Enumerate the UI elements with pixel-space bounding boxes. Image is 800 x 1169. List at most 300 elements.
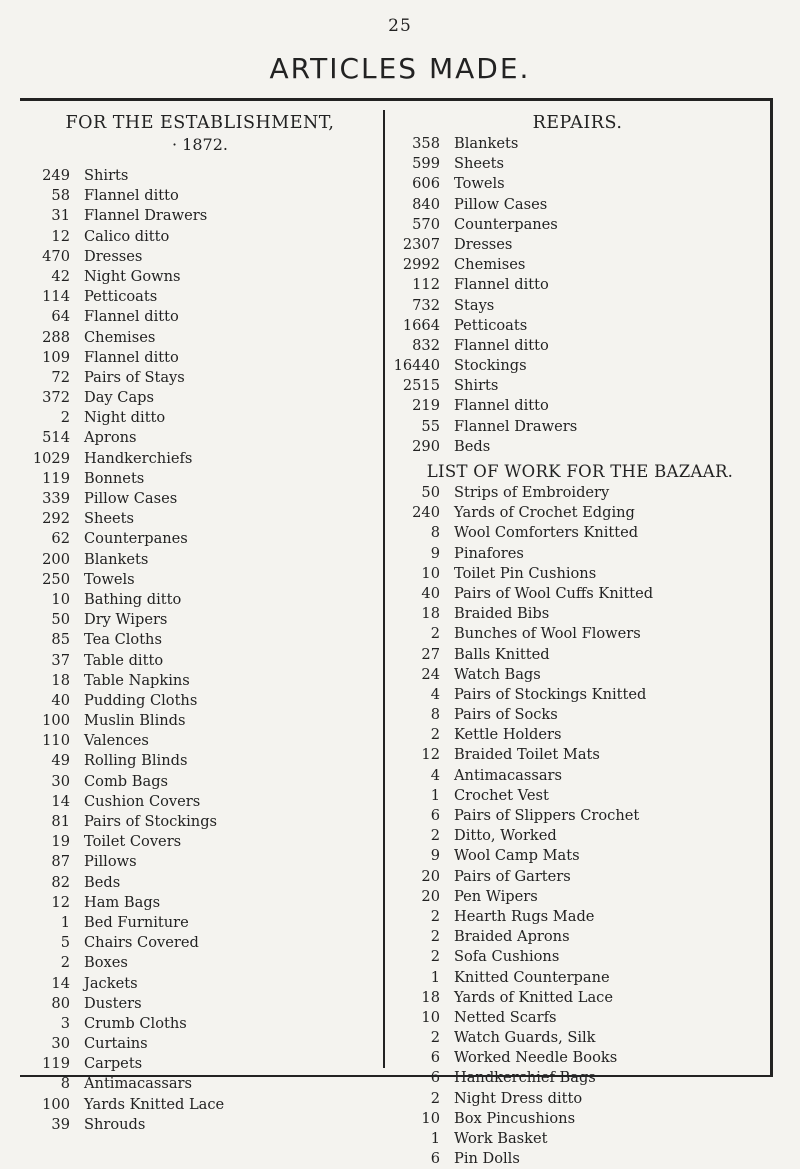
list-item <box>20 1074 380 1094</box>
list-item <box>390 766 765 786</box>
item-name: Petticoats <box>454 316 528 334</box>
item-name: Shirts <box>84 167 129 184</box>
item-quantity: 12 <box>421 746 440 764</box>
item-quantity: 5 <box>60 934 70 952</box>
item-quantity: 570 <box>412 215 440 233</box>
item-quantity: 37 <box>51 651 70 669</box>
item-name: Pairs of Garters <box>454 867 571 885</box>
item-quantity: 8 <box>430 706 440 724</box>
item-quantity: 64 <box>51 308 70 326</box>
list-item <box>20 1014 380 1034</box>
list-item <box>20 974 380 994</box>
list-item <box>390 826 765 846</box>
item-name: Beds <box>454 437 491 455</box>
list-item <box>390 376 765 396</box>
item-name: Balls Knitted <box>454 645 550 663</box>
item-name: Pairs of Slippers Crochet <box>454 807 640 824</box>
item-name: Wool Comforters Knitted <box>454 524 639 542</box>
item-name: Muslin Blinds <box>84 712 186 730</box>
page-title: ARTICLES MADE. <box>269 52 531 85</box>
item-quantity: 2 <box>430 726 440 744</box>
item-name: Hearth Rugs Made <box>454 907 595 925</box>
list-item <box>390 235 765 255</box>
list-item <box>390 1129 765 1149</box>
item-quantity: 2 <box>430 1089 440 1107</box>
list-item <box>390 968 765 988</box>
item-quantity: 2992 <box>402 256 440 274</box>
list-item <box>20 428 380 448</box>
item-quantity: 12 <box>51 227 70 245</box>
item-name: Ditto, Worked <box>454 827 557 845</box>
item-quantity: 81 <box>51 813 70 830</box>
item-name: Pudding Cloths <box>84 691 198 709</box>
item-name: Curtains <box>84 1035 148 1053</box>
item-name: Pairs of Stays <box>84 368 185 386</box>
item-name: Ham Bags <box>84 893 161 911</box>
item-name: Box Pincushions <box>454 1109 576 1127</box>
item-name: Sheets <box>84 510 135 528</box>
list-item <box>20 711 380 731</box>
list-item <box>390 1089 765 1109</box>
list-item <box>20 388 380 408</box>
list-item <box>390 154 765 174</box>
list-item <box>20 893 380 913</box>
item-quantity: 2515 <box>402 377 440 395</box>
item-name: Carpets <box>84 1055 143 1073</box>
item-quantity: 290 <box>412 437 440 455</box>
item-name: Stays <box>454 296 495 314</box>
list-item <box>390 544 765 564</box>
list-item <box>390 134 765 154</box>
list-item <box>20 913 380 933</box>
item-name: Pillow Cases <box>84 490 178 507</box>
list-item <box>20 348 380 368</box>
page-number: 25 <box>388 16 412 36</box>
item-quantity: 339 <box>42 490 70 507</box>
item-quantity: 10 <box>51 590 70 608</box>
column-divider <box>383 110 385 1068</box>
item-name: Flannel ditto <box>84 308 179 326</box>
item-quantity: 2 <box>60 409 70 427</box>
list-item <box>390 1109 765 1129</box>
item-quantity: 470 <box>42 247 70 265</box>
establishment-heading: FOR THE ESTABLISHMENT, <box>65 113 335 133</box>
item-name: Rolling Blinds <box>84 752 188 770</box>
item-quantity: 62 <box>51 530 70 548</box>
item-quantity: 40 <box>421 584 440 602</box>
list-item <box>390 786 765 806</box>
item-name: Netted Scarfs <box>454 1008 557 1026</box>
item-quantity: 20 <box>421 887 440 905</box>
item-quantity: 840 <box>412 195 440 213</box>
list-item <box>390 215 765 235</box>
item-quantity: 18 <box>421 605 440 623</box>
item-quantity: 100 <box>42 712 70 730</box>
item-name: Toilet Covers <box>84 833 182 851</box>
item-quantity: 10 <box>421 564 440 582</box>
item-quantity: 14 <box>51 974 70 992</box>
repairs-list <box>390 134 765 457</box>
item-name: Calico ditto <box>84 227 170 245</box>
item-name: Braided Bibs <box>454 605 550 623</box>
establishment-year: · 1872. <box>172 135 228 154</box>
item-name: Table Napkins <box>84 671 190 689</box>
list-item <box>20 186 380 206</box>
list-item <box>390 806 765 826</box>
item-quantity: 119 <box>42 469 70 487</box>
list-item <box>390 437 765 457</box>
item-name: Pen Wipers <box>454 887 538 905</box>
list-item <box>390 356 765 376</box>
item-quantity: 200 <box>42 550 70 568</box>
list-item <box>20 792 380 812</box>
item-quantity: 732 <box>412 296 440 314</box>
list-item <box>390 685 765 705</box>
item-quantity: 14 <box>51 792 70 810</box>
item-name: Worked Needle Books <box>454 1049 618 1067</box>
item-quantity: 4 <box>430 766 440 784</box>
list-item <box>390 887 765 907</box>
item-quantity: 599 <box>412 155 440 173</box>
list-item <box>20 368 380 388</box>
item-name: Kettle Holders <box>454 726 562 744</box>
item-quantity: 2 <box>430 1029 440 1047</box>
item-name: Pairs of Wool Cuffs Knitted <box>454 584 654 602</box>
item-quantity: 1664 <box>402 316 440 334</box>
item-quantity: 249 <box>42 167 70 184</box>
item-name: Flannel ditto <box>454 336 549 354</box>
item-name: Bathing ditto <box>84 590 182 608</box>
item-name: Yards of Knitted Lace <box>454 988 613 1006</box>
list-item <box>20 832 380 852</box>
item-quantity: 219 <box>412 397 440 415</box>
list-item <box>390 255 765 275</box>
list-item <box>20 267 380 287</box>
item-name: Flannel Drawers <box>454 417 578 435</box>
item-name: Wool Camp Mats <box>454 847 580 865</box>
item-quantity: 6 <box>430 1150 440 1168</box>
list-item <box>20 751 380 771</box>
item-name: Pairs of Stockings Knitted <box>454 685 647 703</box>
list-item <box>390 503 765 523</box>
item-quantity: 2 <box>430 928 440 946</box>
item-name: Pin Dolls <box>454 1150 520 1168</box>
item-name: Blankets <box>454 135 519 152</box>
list-item <box>390 296 765 316</box>
item-name: Pillows <box>84 853 137 871</box>
item-name: Dry Wipers <box>84 611 168 629</box>
item-name: Toilet Pin Cushions <box>454 564 597 582</box>
list-item <box>390 1028 765 1048</box>
item-quantity: 40 <box>51 691 70 709</box>
list-item <box>20 1095 380 1115</box>
item-quantity: 72 <box>51 368 70 386</box>
list-item <box>20 550 380 570</box>
item-quantity: 250 <box>42 570 70 588</box>
list-item <box>390 867 765 887</box>
item-quantity: 832 <box>412 336 440 354</box>
establishment-list <box>20 166 380 1135</box>
top-rule <box>20 98 772 101</box>
item-name: Cushion Covers <box>84 792 201 810</box>
item-name: Night Dress ditto <box>454 1089 583 1107</box>
list-item <box>20 691 380 711</box>
list-item <box>390 604 765 624</box>
item-quantity: 80 <box>51 994 70 1012</box>
item-quantity: 606 <box>412 175 440 193</box>
list-item <box>390 907 765 927</box>
item-name: Dresses <box>454 235 513 253</box>
item-quantity: 85 <box>51 631 70 649</box>
item-quantity: 4 <box>430 685 440 703</box>
item-name: Sheets <box>454 155 505 173</box>
item-quantity: 358 <box>412 135 440 152</box>
right-column <box>390 112 765 1169</box>
list-item <box>20 469 380 489</box>
list-item <box>20 994 380 1014</box>
list-item <box>390 396 765 416</box>
item-quantity: 9 <box>430 847 440 865</box>
list-item <box>20 731 380 751</box>
list-item <box>20 449 380 469</box>
repairs-heading: REPAIRS. <box>532 113 623 133</box>
list-item <box>20 570 380 590</box>
item-quantity: 2 <box>430 907 440 925</box>
item-quantity: 39 <box>51 1115 70 1133</box>
item-quantity: 100 <box>42 1095 70 1113</box>
item-quantity: 19 <box>51 833 70 851</box>
item-quantity: 9 <box>430 544 440 562</box>
item-name: Work Basket <box>454 1130 548 1147</box>
list-item <box>390 483 765 503</box>
item-quantity: 6 <box>430 807 440 824</box>
list-item <box>390 645 765 665</box>
item-quantity: 8 <box>430 524 440 542</box>
item-quantity: 6 <box>430 1069 440 1087</box>
list-item <box>20 1115 380 1135</box>
item-quantity: 50 <box>421 484 440 501</box>
item-quantity: 288 <box>42 328 70 346</box>
list-item <box>20 408 380 428</box>
item-quantity: 2 <box>430 948 440 966</box>
list-item <box>390 1068 765 1088</box>
item-name: Flannel ditto <box>454 276 549 294</box>
list-item <box>20 873 380 893</box>
item-quantity: 31 <box>51 207 70 225</box>
item-name: Boxes <box>84 954 128 972</box>
item-name: Chairs Covered <box>84 934 199 952</box>
list-item <box>20 307 380 327</box>
item-quantity: 1 <box>430 786 440 804</box>
item-quantity: 119 <box>42 1055 70 1073</box>
item-name: Handkerchiefs <box>84 449 193 467</box>
item-name: Dresses <box>84 247 143 265</box>
list-item <box>390 275 765 295</box>
item-quantity: 42 <box>51 267 70 285</box>
list-item <box>390 1008 765 1028</box>
list-item <box>20 509 380 529</box>
item-quantity: 372 <box>42 389 70 407</box>
item-name: Antimacassars <box>454 766 563 784</box>
list-item <box>20 166 380 186</box>
item-name: Pillow Cases <box>454 195 548 213</box>
list-item <box>390 195 765 215</box>
item-name: Flannel Drawers <box>84 207 208 225</box>
list-item <box>20 227 380 247</box>
item-quantity: 49 <box>51 752 70 770</box>
item-name: Chemises <box>454 256 526 274</box>
item-quantity: 12 <box>51 893 70 911</box>
item-name: Beds <box>84 873 121 891</box>
list-item <box>20 933 380 953</box>
item-quantity: 2307 <box>402 235 440 253</box>
list-item <box>390 1149 765 1169</box>
list-item <box>390 624 765 644</box>
item-quantity: 2 <box>430 827 440 845</box>
item-quantity: 1029 <box>32 449 70 467</box>
item-quantity: 30 <box>51 1035 70 1053</box>
item-name: Pairs of Stockings <box>84 813 218 830</box>
item-quantity: 240 <box>412 504 440 522</box>
item-quantity: 8 <box>60 1075 70 1093</box>
list-item <box>390 316 765 336</box>
list-item <box>20 953 380 973</box>
list-item <box>390 846 765 866</box>
item-name: Flannel ditto <box>84 348 179 366</box>
item-quantity: 27 <box>421 645 440 663</box>
list-item <box>390 705 765 725</box>
item-quantity: 50 <box>51 611 70 629</box>
item-quantity: 3 <box>60 1014 70 1032</box>
item-name: Stockings <box>454 357 527 375</box>
item-quantity: 18 <box>51 671 70 689</box>
item-name: Comb Bags <box>84 772 169 790</box>
list-item <box>20 1034 380 1054</box>
item-quantity: 112 <box>412 276 440 294</box>
item-quantity: 58 <box>51 187 70 205</box>
list-item <box>20 590 380 610</box>
item-quantity: 292 <box>42 510 70 528</box>
item-name: Counterpanes <box>84 530 188 548</box>
list-item <box>390 564 765 584</box>
item-quantity: 10 <box>421 1109 440 1127</box>
item-name: Aprons <box>84 429 137 447</box>
item-name: Towels <box>84 570 135 588</box>
list-item <box>390 725 765 745</box>
list-item <box>20 206 380 226</box>
item-name: Petticoats <box>84 288 158 306</box>
item-name: Crumb Cloths <box>84 1014 187 1032</box>
item-name: Day Caps <box>84 389 154 407</box>
establishment-column <box>20 112 380 1135</box>
list-item <box>20 671 380 691</box>
list-item <box>20 812 380 832</box>
bazaar-list <box>390 483 765 1169</box>
item-name: Table ditto <box>84 651 164 669</box>
item-name: Pairs of Socks <box>454 706 558 724</box>
item-name: Chemises <box>84 328 156 346</box>
list-item <box>20 328 380 348</box>
list-item <box>390 523 765 543</box>
item-quantity: 10 <box>421 1008 440 1026</box>
list-item <box>20 489 380 509</box>
item-name: Bonnets <box>84 469 145 487</box>
list-item <box>20 610 380 630</box>
item-quantity: 24 <box>421 665 440 683</box>
item-quantity: 2 <box>430 625 440 643</box>
item-name: Bunches of Wool Flowers <box>454 625 641 643</box>
item-quantity: 2 <box>60 954 70 972</box>
item-name: Braided Aprons <box>454 928 570 946</box>
item-quantity: 18 <box>421 988 440 1006</box>
item-name: Jackets <box>84 974 138 992</box>
item-name: Blankets <box>84 550 149 568</box>
item-name: Night Gowns <box>84 267 181 285</box>
item-quantity: 16440 <box>393 357 440 375</box>
item-name: Bed Furniture <box>84 913 189 931</box>
list-item <box>390 665 765 685</box>
right-rule <box>770 98 773 1077</box>
item-name: Pinafores <box>454 544 524 562</box>
list-item <box>390 927 765 947</box>
list-item <box>390 584 765 604</box>
item-name: Sofa Cushions <box>454 948 560 966</box>
list-item <box>20 529 380 549</box>
item-quantity: 1 <box>60 913 70 931</box>
item-name: Yards Knitted Lace <box>84 1095 225 1113</box>
list-item <box>390 1048 765 1068</box>
list-item <box>390 745 765 765</box>
item-name: Crochet Vest <box>454 786 549 804</box>
item-quantity: 30 <box>51 772 70 790</box>
item-name: Flannel ditto <box>84 187 179 205</box>
list-item <box>390 988 765 1008</box>
item-name: Valences <box>84 732 149 750</box>
list-item <box>390 947 765 967</box>
item-name: Tea Cloths <box>84 631 162 649</box>
item-quantity: 6 <box>430 1049 440 1067</box>
item-name: Handkerchief Bags <box>454 1069 596 1087</box>
item-name: Knitted Counterpane <box>454 968 610 986</box>
item-quantity: 110 <box>42 732 70 750</box>
item-name: Shirts <box>454 377 499 395</box>
list-item <box>20 247 380 267</box>
item-quantity: 82 <box>51 873 70 891</box>
list-item <box>390 336 765 356</box>
item-name: Antimacassars <box>84 1075 193 1093</box>
list-item <box>20 772 380 792</box>
list-item <box>20 651 380 671</box>
item-name: Braided Toilet Mats <box>454 746 600 764</box>
item-quantity: 55 <box>421 417 440 435</box>
item-quantity: 87 <box>51 853 70 871</box>
list-item <box>20 630 380 650</box>
item-name: Towels <box>454 175 505 193</box>
list-item <box>20 287 380 307</box>
item-quantity: 1 <box>430 968 440 986</box>
bazaar-heading: LIST OF WORK FOR THE BAZAAR. <box>426 462 734 481</box>
item-name: Flannel ditto <box>454 397 549 415</box>
item-name: Strips of Embroidery <box>454 484 610 501</box>
list-item <box>20 1054 380 1074</box>
item-name: Dusters <box>84 994 142 1012</box>
item-name: Watch Guards, Silk <box>454 1029 596 1047</box>
list-item <box>20 852 380 872</box>
item-name: Shrouds <box>84 1115 146 1133</box>
list-item <box>390 174 765 194</box>
item-name: Yards of Crochet Edging <box>454 504 635 522</box>
item-name: Night ditto <box>84 409 166 427</box>
